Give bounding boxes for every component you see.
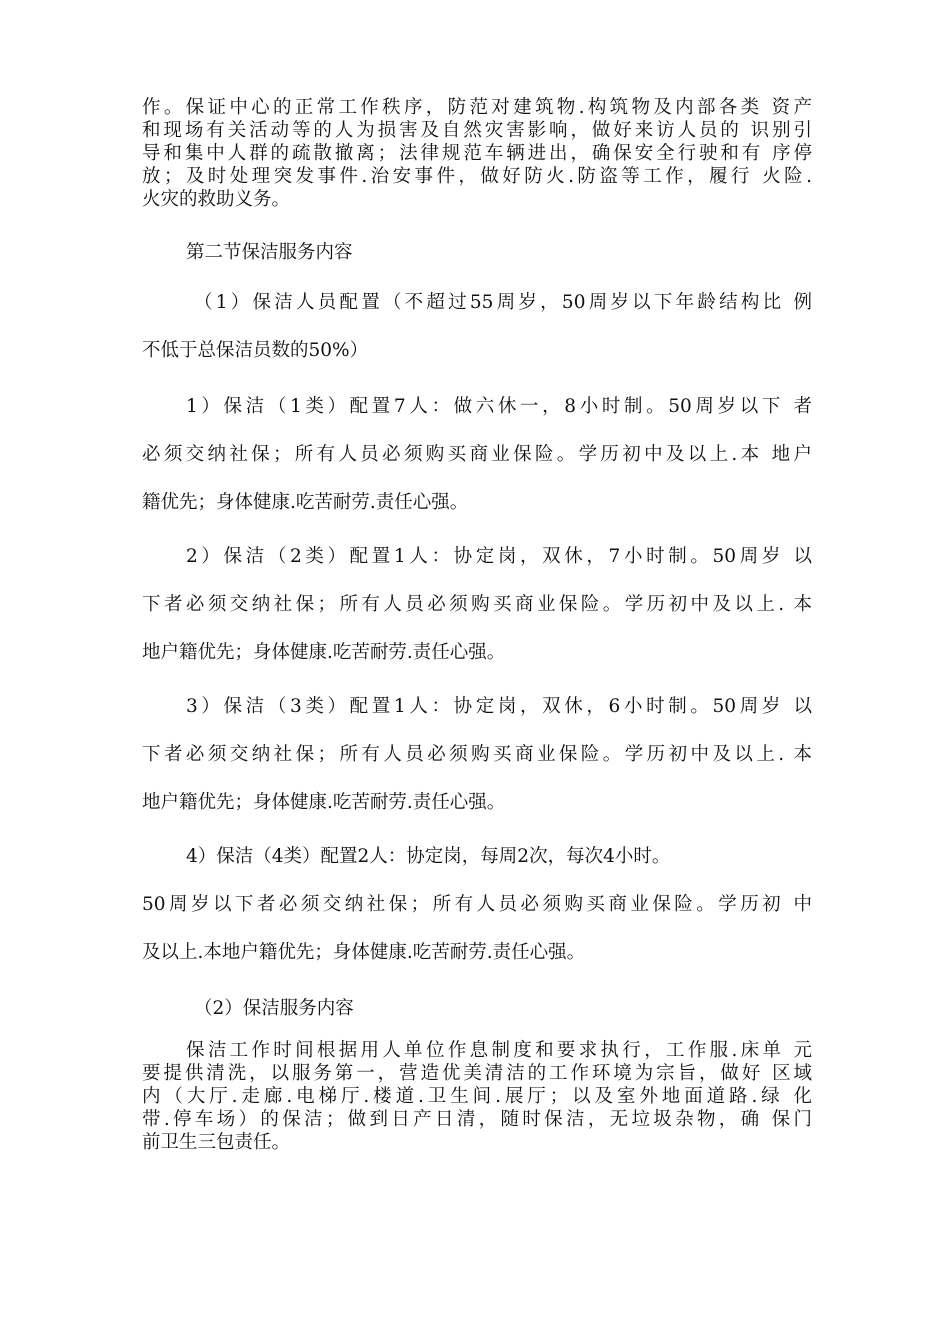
paragraph-cleaner-class-1	[142, 383, 812, 527]
paragraph-security-duties	[142, 96, 812, 211]
text-line: 2）保洁（2类）配置1人：协定岗，双休，7小时制。50周岁 以	[186, 546, 812, 567]
text-line: 1）保洁（1类）配置7人：做六休一，8小时制。50周岁以下 者	[186, 396, 812, 417]
paragraph-cleaning-service	[142, 1039, 812, 1154]
heading-text: （2）保洁服务内容	[194, 998, 354, 1019]
text-line: 和现场有关活动等的人为损害及自然灾害影响，做好来访人员的 识别引	[142, 120, 812, 141]
paragraph-cleaner-class-3	[142, 683, 812, 827]
text-line: 保洁工作时间根据用人单位作息制度和要求执行，工作服.床单 元	[186, 1040, 812, 1061]
text-line: 作。保证中心的正常工作秩序，防范对建筑物.构筑物及内部各类 资产	[142, 97, 812, 118]
text-line: 下者必须交纳社保；所有人员必须购买商业保险。学历初中及以上. 本	[142, 744, 812, 765]
text-line: 不低于总保洁员数的50%）	[142, 340, 369, 361]
text-line: 及以上.本地户籍优先；身体健康.吃苦耐劳.责任心强。	[142, 942, 586, 963]
text-line: 籍优先；身体健康.吃苦耐劳.责任心强。	[142, 492, 469, 513]
text-line: 放；及时处理突发事件.治安事件，做好防火.防盗等工作，履行 火险.	[142, 166, 812, 187]
text-line: 火灾的救助义务。	[142, 189, 291, 210]
text-line: 前卫生三包责任。	[142, 1132, 291, 1153]
text-line: 要提供清洗，以服务第一，营造优美清洁的工作环境为宗旨，做好 区域	[142, 1063, 812, 1084]
text-line: 地户籍优先；身体健康.吃苦耐劳.责任心强。	[142, 792, 506, 813]
text-line: 带.停车场）的保洁；做到日产日清，随时保洁，无垃圾杂物，确 保门	[142, 1109, 812, 1130]
text-line: 必须交纳社保；所有人员必须购买商业保险。学历初中及以上.本 地户	[142, 444, 812, 465]
text-line: 地户籍优先；身体健康.吃苦耐劳.责任心强。	[142, 642, 506, 663]
text-line: 导和集中人群的疏散撤离；法律规范车辆进出，确保安全行驶和有 序停	[142, 143, 812, 164]
text-line: 4）保洁（4类）配置2人：协定岗，每周2次，每次4小时。	[186, 846, 671, 867]
section-heading	[142, 238, 812, 264]
text-line: 3）保洁（3类）配置1人：协定岗，双休，6小时制。50周岁 以	[186, 696, 812, 717]
paragraph-staffing-config	[142, 279, 812, 375]
paragraph-cleaner-class-2	[142, 533, 812, 677]
subsection-heading	[142, 994, 812, 1020]
text-line: （1）保洁人员配置（不超过55周岁，50周岁以下年龄结构比 例	[194, 292, 812, 313]
text-line: 内（大厅.走廊.电梯厅.楼道.卫生间.展厅；以及室外地面道路.绿 化	[142, 1086, 812, 1107]
heading-text: 第二节保洁服务内容	[186, 242, 353, 263]
paragraph-cleaner-class-4	[142, 833, 812, 977]
text-line: 下者必须交纳社保；所有人员必须购买商业保险。学历初中及以上. 本	[142, 594, 812, 615]
text-line: 50周岁以下者必须交纳社保；所有人员必须购买商业保险。学历初 中	[142, 894, 812, 915]
